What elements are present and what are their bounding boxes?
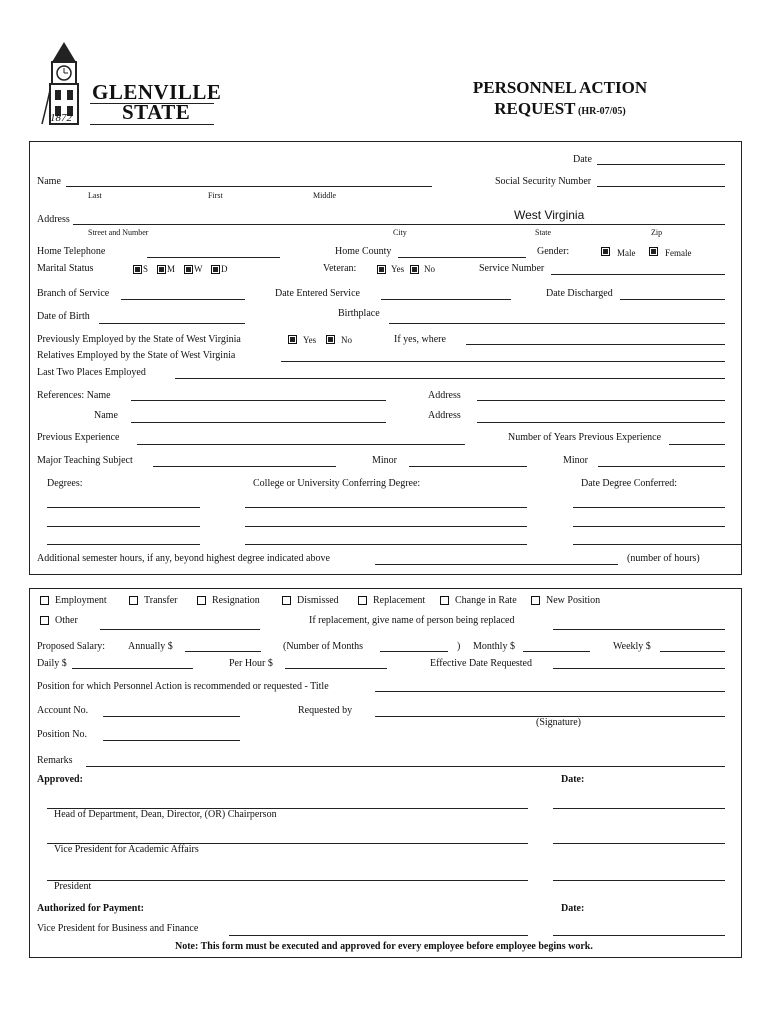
birthplace-field[interactable] <box>389 311 725 324</box>
home-telephone-label: Home Telephone <box>37 246 106 257</box>
per-hour-label: Per Hour $ <box>229 658 273 669</box>
major-teaching-subject-label: Major Teaching Subject <box>37 455 133 466</box>
degrees-label: Degrees: <box>47 478 83 489</box>
title-line2: REQUEST <box>494 99 576 118</box>
date-entered-service-field[interactable] <box>381 287 511 300</box>
number-of-months-field[interactable] <box>380 639 448 652</box>
vp-business-caption: Vice President for Business and Finance <box>37 923 199 934</box>
effective-date-field[interactable] <box>553 656 725 669</box>
marital-d-checkbox[interactable] <box>211 265 220 274</box>
number-of-months-label: (Number of Months <box>283 641 363 652</box>
veteran-no-label: No <box>424 264 435 274</box>
name-label: Name <box>37 176 61 187</box>
prev-employed-no-checkbox[interactable] <box>326 335 335 344</box>
vp-business-date-field[interactable] <box>553 923 725 936</box>
annually-label: Annually $ <box>128 641 173 652</box>
address-field[interactable] <box>73 212 725 225</box>
minor-2-field[interactable] <box>598 454 725 467</box>
title-line1: PERSONNEL ACTION <box>472 78 648 97</box>
resignation-label: Resignation <box>212 595 260 606</box>
reference-2-name-field[interactable] <box>131 410 386 423</box>
vp-academic-caption: Vice President for Academic Affairs <box>54 844 199 855</box>
close-paren: ) <box>457 641 461 652</box>
annually-field[interactable] <box>185 639 261 652</box>
gender-female-checkbox[interactable] <box>649 247 658 256</box>
college-1-field[interactable] <box>245 495 527 508</box>
date-of-birth-field[interactable] <box>99 311 245 324</box>
transfer-checkbox[interactable] <box>129 596 138 605</box>
home-county-label: Home County <box>335 246 392 257</box>
veteran-yes-checkbox[interactable] <box>377 265 386 274</box>
reference-2-address-field[interactable] <box>477 410 725 423</box>
additional-hours-field[interactable] <box>375 552 618 565</box>
daily-field[interactable] <box>72 656 193 669</box>
last-caption: Last <box>88 191 102 200</box>
prev-employed-yes-label: Yes <box>303 335 317 345</box>
president-signature-field[interactable] <box>47 868 528 881</box>
replacement-checkbox[interactable] <box>358 596 367 605</box>
employment-label: Employment <box>55 595 107 606</box>
state-caption: State <box>535 228 551 237</box>
authorized-label: Authorized for Payment: <box>37 903 145 914</box>
vp-academic-date-field[interactable] <box>553 831 725 844</box>
if-yes-where-label: If yes, where <box>394 334 446 345</box>
middle-caption: Middle <box>313 191 337 200</box>
replaced-person-field[interactable] <box>553 617 725 630</box>
remarks-label: Remarks <box>37 755 73 766</box>
head-dept-date-field[interactable] <box>553 796 725 809</box>
date-degree-label: Date Degree Conferred: <box>581 478 678 489</box>
address-label: Address <box>37 214 70 225</box>
signature-caption: (Signature) <box>536 717 581 728</box>
marital-w-checkbox[interactable] <box>184 265 193 274</box>
first-caption: First <box>208 191 223 200</box>
service-number-label: Service Number <box>479 263 545 274</box>
number-of-hours-label: (number of hours) <box>627 553 700 564</box>
ssn-label: Social Security Number <box>495 176 592 187</box>
vp-academic-signature-field[interactable] <box>47 831 528 844</box>
service-number-field[interactable] <box>551 262 725 275</box>
zip-caption: Zip <box>651 228 663 237</box>
ssn-field[interactable] <box>597 174 725 187</box>
requested-by-signature-field[interactable] <box>375 704 725 717</box>
head-dept-signature-field[interactable] <box>47 796 528 809</box>
marital-s-checkbox[interactable] <box>133 265 142 274</box>
name-field[interactable] <box>66 174 432 187</box>
veteran-yes-label: Yes <box>391 264 405 274</box>
street-caption: Street and Number <box>88 228 149 237</box>
marital-d-label: D <box>221 264 228 274</box>
position-no-field[interactable] <box>103 728 240 741</box>
vp-business-signature-field[interactable] <box>229 923 528 936</box>
minor-2-label: Minor <box>563 455 588 466</box>
position-no-label: Position No. <box>37 729 88 740</box>
home-telephone-field[interactable] <box>147 245 280 258</box>
president-date-field[interactable] <box>553 868 725 881</box>
prev-employed-yes-checkbox[interactable] <box>288 335 297 344</box>
prev-employed-no-label: No <box>341 335 352 345</box>
marital-status-label: Marital Status <box>37 263 94 274</box>
monthly-label: Monthly $ <box>473 641 515 652</box>
minor-1-label: Minor <box>372 455 397 466</box>
marital-w-label: W <box>194 264 203 274</box>
date-discharged-label: Date Discharged <box>546 288 613 299</box>
authorized-date-label: Date: <box>561 903 585 914</box>
gender-label: Gender: <box>537 246 570 257</box>
logo-year: 1872 <box>50 112 72 124</box>
change-in-rate-checkbox[interactable] <box>440 596 449 605</box>
if-yes-where-field[interactable] <box>466 332 725 345</box>
weekly-label: Weekly $ <box>613 641 651 652</box>
minor-1-field[interactable] <box>409 454 527 467</box>
position-title-label: Position for which Personnel Action is recommended or requested - Title <box>37 681 329 692</box>
reference-2-address-label: Address <box>428 410 461 421</box>
date-field[interactable] <box>597 152 725 165</box>
years-experience-field[interactable] <box>669 432 725 445</box>
veteran-label: Veteran: <box>323 263 357 274</box>
previous-experience-field[interactable] <box>137 432 465 445</box>
branch-of-service-label: Branch of Service <box>37 288 110 299</box>
proposed-salary-label: Proposed Salary: <box>37 641 106 652</box>
dismissed-label: Dismissed <box>297 595 339 606</box>
date-of-birth-label: Date of Birth <box>37 311 90 322</box>
weekly-field[interactable] <box>660 639 725 652</box>
date-entered-service-label: Date Entered Service <box>275 288 360 299</box>
if-replacement-label: If replacement, give name of person being replaced <box>309 615 515 626</box>
degree-1-field[interactable] <box>47 495 200 508</box>
requested-by-label: Requested by <box>298 705 353 716</box>
date-degree-2-field[interactable] <box>573 514 725 527</box>
veteran-no-checkbox[interactable] <box>410 265 419 274</box>
references-name-label: References: Name <box>37 390 111 401</box>
per-hour-field[interactable] <box>285 656 387 669</box>
form-code: (HR-07/05) <box>577 106 626 117</box>
remarks-field[interactable] <box>86 754 725 767</box>
degree-3-field[interactable] <box>47 532 200 545</box>
last-two-places-label: Last Two Places Employed <box>37 367 146 378</box>
approved-label: Approved: <box>37 774 83 785</box>
college-3-field[interactable] <box>245 532 527 545</box>
logo-state: STATE <box>122 100 191 124</box>
new-position-label: New Position <box>546 595 601 606</box>
resignation-checkbox[interactable] <box>197 596 206 605</box>
footer-note: Note: This form must be executed and approved for every employee before employee begins work. <box>175 941 593 952</box>
marital-m-checkbox[interactable] <box>157 265 166 274</box>
date-degree-1-field[interactable] <box>573 495 725 508</box>
logo-name: GLENVILLE <box>92 80 222 104</box>
daily-label: Daily $ <box>37 658 67 669</box>
relatives-label: Relatives Employed by the State of West Virginia <box>37 350 236 361</box>
degree-2-field[interactable] <box>47 514 200 527</box>
branch-of-service-field[interactable] <box>121 287 245 300</box>
change-in-rate-label: Change in Rate <box>455 595 517 606</box>
employment-checkbox[interactable] <box>40 596 49 605</box>
form-title <box>460 78 660 119</box>
date-degree-3-field[interactable] <box>573 532 741 545</box>
dismissed-checkbox[interactable] <box>282 596 291 605</box>
position-title-field[interactable] <box>375 679 725 692</box>
female-label: Female <box>665 248 692 258</box>
home-county-field[interactable] <box>398 245 526 258</box>
logo <box>38 40 222 128</box>
replacement-label: Replacement <box>373 595 426 606</box>
approved-date-label: Date: <box>561 774 585 785</box>
account-no-field[interactable] <box>103 704 240 717</box>
major-teaching-subject-field[interactable] <box>153 454 336 467</box>
state-value: West Virginia <box>514 208 585 222</box>
previous-experience-label: Previous Experience <box>37 432 120 443</box>
other-field[interactable] <box>100 617 260 630</box>
reference-1-name-field[interactable] <box>131 388 386 401</box>
birthplace-label: Birthplace <box>338 308 380 319</box>
marital-m-label: M <box>167 264 176 274</box>
effective-date-label: Effective Date Requested <box>430 658 532 669</box>
reference-1-address-field[interactable] <box>477 388 725 401</box>
reference-2-name-label: Name <box>94 410 118 421</box>
city-caption: City <box>393 228 407 237</box>
relatives-field[interactable] <box>281 349 725 362</box>
date-label: Date <box>573 154 592 165</box>
transfer-label: Transfer <box>144 595 178 606</box>
college-2-field[interactable] <box>245 514 527 527</box>
monthly-field[interactable] <box>523 639 590 652</box>
years-experience-label: Number of Years Previous Experience <box>508 432 662 443</box>
new-position-checkbox[interactable] <box>531 596 540 605</box>
male-label: Male <box>617 248 636 258</box>
additional-hours-label: Additional semester hours, if any, beyond highest degree indicated above <box>37 553 330 564</box>
gender-male-checkbox[interactable] <box>601 247 610 256</box>
previously-employed-label: Previously Employed by the State of West Virginia <box>37 334 241 345</box>
other-checkbox[interactable] <box>40 616 49 625</box>
college-label: College or University Conferring Degree: <box>253 478 421 489</box>
other-label: Other <box>55 615 78 626</box>
last-two-places-field[interactable] <box>175 366 725 379</box>
marital-s-label: S <box>143 264 149 274</box>
account-no-label: Account No. <box>37 705 89 716</box>
head-dept-caption: Head of Department, Dean, Director, (OR) Chairperson <box>54 809 277 820</box>
date-discharged-field[interactable] <box>620 287 725 300</box>
reference-1-address-label: Address <box>428 390 461 401</box>
president-caption: President <box>54 881 92 892</box>
